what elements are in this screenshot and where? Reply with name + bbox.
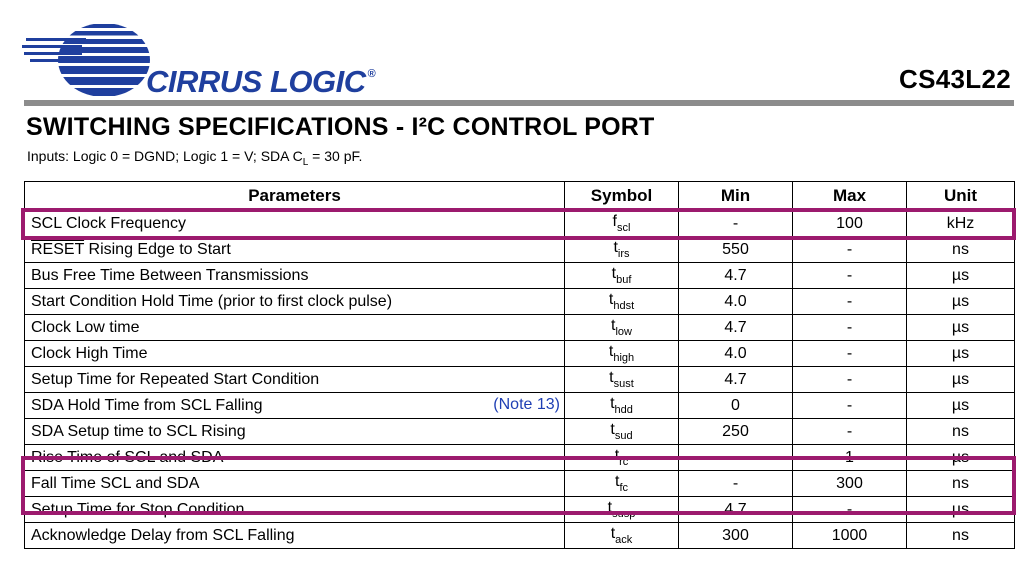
unit-cell: µs (907, 445, 1015, 471)
parameter-cell: Rise Time of SCL and SDA (25, 445, 565, 471)
min-cell: - (679, 211, 793, 237)
unit-cell: µs (907, 263, 1015, 289)
col-header-symbol: Symbol (565, 182, 679, 211)
table-row (25, 393, 1015, 419)
max-cell: 300 (793, 471, 907, 497)
unit-cell: µs (907, 393, 1015, 419)
table-row (25, 315, 1015, 341)
parameter-cell: SDA Hold Time from SCL Falling (Note 13) (25, 393, 565, 419)
registered-mark: ® (367, 68, 376, 80)
max-cell: - (793, 263, 907, 289)
min-cell: 4.7 (679, 263, 793, 289)
parameter-cell: SDA Setup time to SCL Rising (25, 419, 565, 445)
logo-swoosh-icon (22, 18, 152, 96)
min-cell: 4.0 (679, 289, 793, 315)
symbol-cell: $t_{susp}$ (565, 497, 679, 523)
col-header-unit: Unit (907, 182, 1015, 211)
unit-cell: µs (907, 315, 1015, 341)
max-cell: - (793, 289, 907, 315)
max-cell: 1 (793, 445, 907, 471)
parameter-cell: Setup Time for Repeated Start Condition (25, 367, 565, 393)
symbol-cell: $t_{high}$ (565, 341, 679, 367)
symbol-cell: $t_{fc}$ (565, 471, 679, 497)
max-cell: 100 (793, 211, 907, 237)
max-cell: - (793, 497, 907, 523)
parameter-cell: SCL Clock Frequency (25, 211, 565, 237)
symbol-cell: $t_{sud}$ (565, 419, 679, 445)
max-cell: - (793, 341, 907, 367)
parameter-cell: Acknowledge Delay from SCL Falling (25, 523, 565, 549)
min-cell: - (679, 471, 793, 497)
unit-cell: µs (907, 341, 1015, 367)
table-row (25, 263, 1015, 289)
parameter-cell: Clock High Time (25, 341, 565, 367)
min-cell: - (679, 445, 793, 471)
max-cell: - (793, 237, 907, 263)
min-cell: 4.7 (679, 497, 793, 523)
parameter-cell: Setup Time for Stop Condition (25, 497, 565, 523)
parameter-cell: Clock Low time (25, 315, 565, 341)
table-row (25, 341, 1015, 367)
min-cell: 4.7 (679, 315, 793, 341)
unit-cell: µs (907, 289, 1015, 315)
min-cell: 4.0 (679, 341, 793, 367)
unit-cell: µs (907, 497, 1015, 523)
col-header-min: Min (679, 182, 793, 211)
note-link[interactable]: (Note 13) (493, 396, 560, 413)
col-header-max: Max (793, 182, 907, 211)
parameter-cell: Fall Time SCL and SDA (25, 471, 565, 497)
min-cell: 250 (679, 419, 793, 445)
parameter-cell: RESET Rising Edge to Start (25, 237, 565, 263)
highlight-box-scl-frequency (21, 208, 1016, 240)
logo-wordmark: CIRRUS LOGIC (146, 64, 366, 99)
symbol-cell: $t_{hdd}$ (565, 393, 679, 419)
table-row (25, 237, 1015, 263)
table-row (25, 419, 1015, 445)
symbol-cell: $t_{hdst}$ (565, 289, 679, 315)
unit-cell: µs (907, 367, 1015, 393)
max-cell: - (793, 367, 907, 393)
header-rule (24, 100, 1014, 106)
unit-cell: kHz (907, 211, 1015, 237)
conditions-text: Inputs: Logic 0 = DGND; Logic 1 = V; SDA $C_L = 30$ pF. (27, 148, 363, 168)
max-cell: - (793, 393, 907, 419)
max-cell: - (793, 419, 907, 445)
section-title: SWITCHING SPECIFICATIONS - I²C CONTROL PORT (26, 113, 655, 141)
symbol-cell: $t_{buf}$ (565, 263, 679, 289)
part-number: CS43L22 (899, 64, 1011, 94)
highlight-box-rise-fall-time (21, 456, 1016, 515)
symbol-cell: $t_{sust}$ (565, 367, 679, 393)
unit-cell: ns (907, 471, 1015, 497)
cirrus-logic-logo (22, 18, 376, 99)
symbol-cell: $t_{rc}$ (565, 445, 679, 471)
max-cell: - (793, 315, 907, 341)
min-cell: 300 (679, 523, 793, 549)
max-cell: 1000 (793, 523, 907, 549)
table-header-row (25, 182, 1015, 211)
symbol-cell: $t_{irs}$ (565, 237, 679, 263)
min-cell: 550 (679, 237, 793, 263)
col-header-parameters: Parameters (25, 182, 565, 211)
min-cell: 4.7 (679, 367, 793, 393)
unit-cell: ns (907, 419, 1015, 445)
table-row (25, 289, 1015, 315)
parameter-cell: Bus Free Time Between Transmissions (25, 263, 565, 289)
table-row (25, 367, 1015, 393)
symbol-cell: $f_{scl}$ (565, 211, 679, 237)
symbol-cell: $t_{low}$ (565, 315, 679, 341)
min-cell: 0 (679, 393, 793, 419)
unit-cell: ns (907, 523, 1015, 549)
parameter-cell: Start Condition Hold Time (prior to first clock pulse) (25, 289, 565, 315)
unit-cell: ns (907, 237, 1015, 263)
symbol-cell: $t_{ack}$ (565, 523, 679, 549)
table-row (25, 523, 1015, 549)
